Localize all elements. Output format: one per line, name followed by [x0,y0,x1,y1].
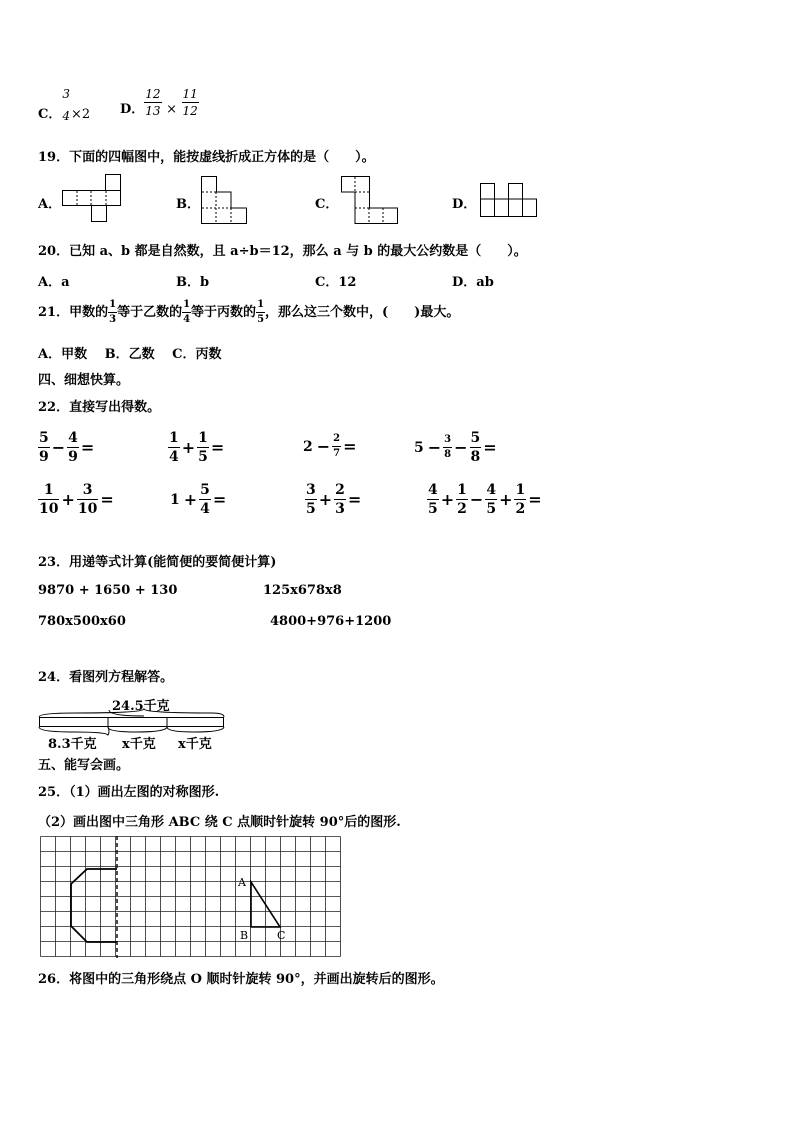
q23-item-3: 780x500x60 [38,614,126,629]
q19-net-a [62,174,122,224]
q22-stem: 22．直接写出得数。 [38,400,161,415]
q18-c-rest: ×2 [71,107,91,122]
q24-part-1: 8.3千克 [48,737,97,752]
q21-fraction-1: $\frac{1}{3}$ [109,299,117,325]
q25-part-2: （2）画出图中三角形 ABC 绕 C 点顺时针旋转 90°后的图形. [38,815,401,830]
q26-stem: 26．将图中的三角形绕点 O 顺时针旋转 90°，并画出旋转后的图形。 [38,972,444,987]
q19-label-a: A． [38,197,62,212]
q20-option-b: B．b [176,275,210,290]
point-a-label: A [238,876,246,889]
q21-fraction-2: $\frac{1}{4}$ [183,299,191,325]
q18-d-label: D． [120,102,145,117]
q24-total-label: 24.5千克 [112,699,170,714]
q20-option-d: D．ab [452,275,494,290]
left-polygon [71,869,117,942]
q20-option-c: C．12 [315,275,357,290]
q19-net-d [480,183,540,219]
section-4-title: 四、细想快算。 [38,373,130,388]
q25-figures [40,836,342,960]
q19-label-b: B． [176,197,200,212]
triangle-abc [251,882,280,927]
q21-options: A．甲数 B．乙数 C．丙数 [38,347,222,362]
q20-stem: 20．已知 a、b 都是自然数，且 a÷b＝12，那么 a 与 b 的最大公约数是（ ）。 [38,244,527,259]
q18-d-times: × [166,102,177,117]
q19-net-b [201,176,251,226]
q20-option-a: A．a [38,275,70,290]
q21-stem: 21．甲数的 $\frac{1}{3}$ 等于乙数的 $\frac{1}{4}$ 等于丙数的 $\frac{1}{5}$ ，那么这三个数中，( )最大。 [38,299,460,325]
point-b-label: B [240,929,249,942]
q18-d-fraction-1: $\frac{12}{13}$ [145,87,161,118]
q19-label-c: C． [315,197,339,212]
q18-c-label: C． [38,107,62,122]
section-5-title: 五、能写会画。 [38,758,130,773]
q23-item-4: 4800+976+1200 [270,614,392,629]
q18-d-fraction-2: $\frac{11}{12}$ [182,87,198,118]
q22-expr-r2-2: 1 + $\frac{5}{4}$ = [170,482,227,517]
q22-expr-r2-4: $\frac{4}{5}$ + $\frac{1}{2}$ − $\frac{4}{5}$ + $\frac{1}{2}$ = [428,482,542,517]
point-c-label: C [277,929,286,942]
q23-item-2: 125x678x8 [263,583,342,598]
q19-label-d: D． [452,197,477,212]
q22-expr-r1-2: $\frac{1}{4}$ + $\frac{1}{5}$ = [169,430,225,465]
q22-expr-r1-4: 5 − $\frac{3}{8}$ − $\frac{5}{8}$ = [414,430,497,465]
q22-expr-r2-3: $\frac{3}{5}$ + $\frac{2}{3}$ = [306,482,362,517]
q24-stem: 24．看图列方程解答。 [38,670,174,685]
q18-option-c [38,88,90,122]
q18-option-d [120,88,199,117]
q19-net-c [341,176,401,226]
q22-expr-r1-3: 2 − $\frac{2}{7}$ = [303,433,357,459]
q22-expr-r1-1: $\frac{5}{9}$ − $\frac{4}{9}$ = [39,430,95,465]
q24-part-2: x千克 [122,737,156,752]
q24-part-3: x千克 [178,737,212,752]
q23-item-1: 9870 + 1650 + 130 [38,583,178,598]
q23-stem: 23．用递等式计算(能简便的要简便计算) [38,555,277,570]
q21-fraction-3: $\frac{1}{5}$ [257,299,265,325]
q22-expr-r2-1: $\frac{1}{10}$ + $\frac{3}{10}$ = [39,482,114,517]
q18-c-fraction: 3 4 [62,87,70,123]
q19-stem: 19．下面的四幅图中，能按虚线折成正方体的是（ ）。 [38,150,375,165]
q25-part-1: 25．（1）画出左图的对称图形. [38,785,220,800]
